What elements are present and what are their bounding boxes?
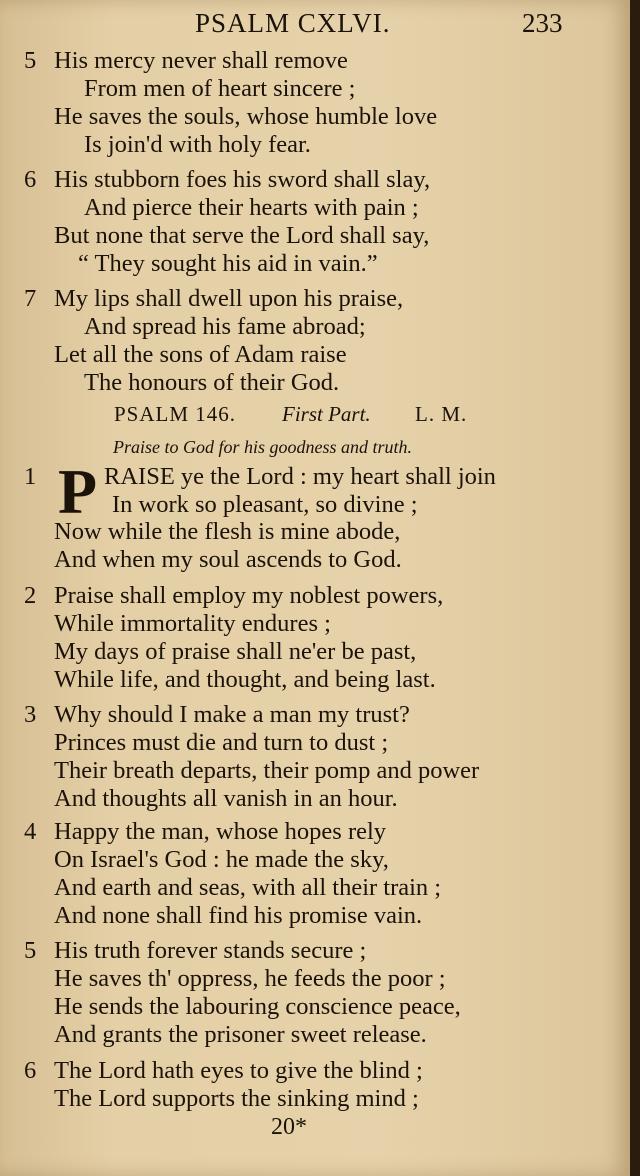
verse-line: His truth forever stands secure ;: [54, 937, 367, 964]
verse-line: “ They sought his aid in vain.”: [78, 250, 378, 277]
verse-line: Their breath departs, their pomp and power: [54, 757, 480, 784]
drop-cap: P: [58, 456, 98, 527]
verse-line: Praise shall employ my noblest powers,: [54, 582, 444, 609]
verse-line: My days of praise shall ne'er be past,: [54, 638, 417, 665]
verse-line: And thoughts all vanish in an hour.: [54, 785, 398, 812]
stanza-number: 3: [24, 701, 37, 728]
verse-line: Now while the flesh is mine abode,: [54, 518, 401, 545]
verse-line: And when my soul ascends to God.: [54, 546, 402, 573]
verse-line: Princes must die and turn to dust ;: [54, 729, 389, 756]
verse-line: Let all the sons of Adam raise: [54, 341, 347, 368]
verse-line: Happy the man, whose hopes rely: [54, 818, 387, 845]
stanza-number: 2: [24, 582, 37, 609]
verse-line: From men of heart sincere ;: [84, 75, 356, 102]
verse-line: And none shall find his promise vain.: [54, 902, 423, 929]
hymn-subtitle: Praise to God for his goodness and truth.: [113, 437, 413, 457]
verse-line: In work so pleasant, so divine ;: [112, 491, 418, 518]
signature-mark: 20*: [271, 1114, 307, 1140]
stanza-number: 5: [24, 937, 37, 964]
verse-line: The honours of their God.: [84, 369, 340, 396]
meter-label: L. M.: [415, 402, 468, 426]
psalm-number: PSALM 146.: [114, 402, 237, 426]
verse-line: And pierce their hearts with pain ;: [84, 194, 419, 221]
stanza-number: 7: [24, 285, 37, 312]
verse-line: His stubborn foes his sword shall slay,: [54, 166, 431, 193]
verse-line: He sends the labouring conscience peace,: [54, 993, 461, 1020]
verse-line: The Lord hath eyes to give the blind ;: [54, 1057, 423, 1084]
verse-line: And grants the prisoner sweet release.: [54, 1021, 427, 1048]
verse-line: And earth and seas, with all their train ;: [54, 874, 442, 901]
page-edge: [630, 0, 640, 1176]
verse-line: His mercy never shall remove: [54, 47, 348, 74]
part-label: First Part.: [282, 402, 371, 426]
running-title: PSALM CXLVI.: [195, 8, 391, 38]
page-header: [0, 6, 630, 46]
verse-line: Is join'd with holy fear.: [84, 131, 311, 158]
stanza-number: 1: [24, 463, 37, 490]
stanza-number: 4: [24, 818, 37, 845]
page-number: 233: [522, 8, 563, 38]
verse-line: He saves the souls, whose humble love: [54, 103, 438, 130]
verse-line: My lips shall dwell upon his praise,: [54, 285, 404, 312]
stanza-number: 6: [24, 166, 37, 193]
stanza-number: 5: [24, 47, 37, 74]
verse-line: Why should I make a man my trust?: [54, 701, 410, 728]
verse-line: While life, and thought, and being last.: [54, 666, 436, 693]
verse-line: The Lord supports the sinking mind ;: [54, 1085, 419, 1112]
verse-line: But none that serve the Lord shall say,: [54, 222, 430, 249]
verse-line: He saves th' oppress, he feeds the poor ;: [54, 965, 446, 992]
verse-line: RAISE ye the Lord : my heart shall join: [104, 463, 496, 490]
verse-line: On Israel's God : he made the sky,: [54, 846, 389, 873]
verse-line: While immortality endures ;: [54, 610, 331, 637]
verse-line: And spread his fame abroad;: [84, 313, 366, 340]
stanza-number: 6: [24, 1057, 37, 1084]
